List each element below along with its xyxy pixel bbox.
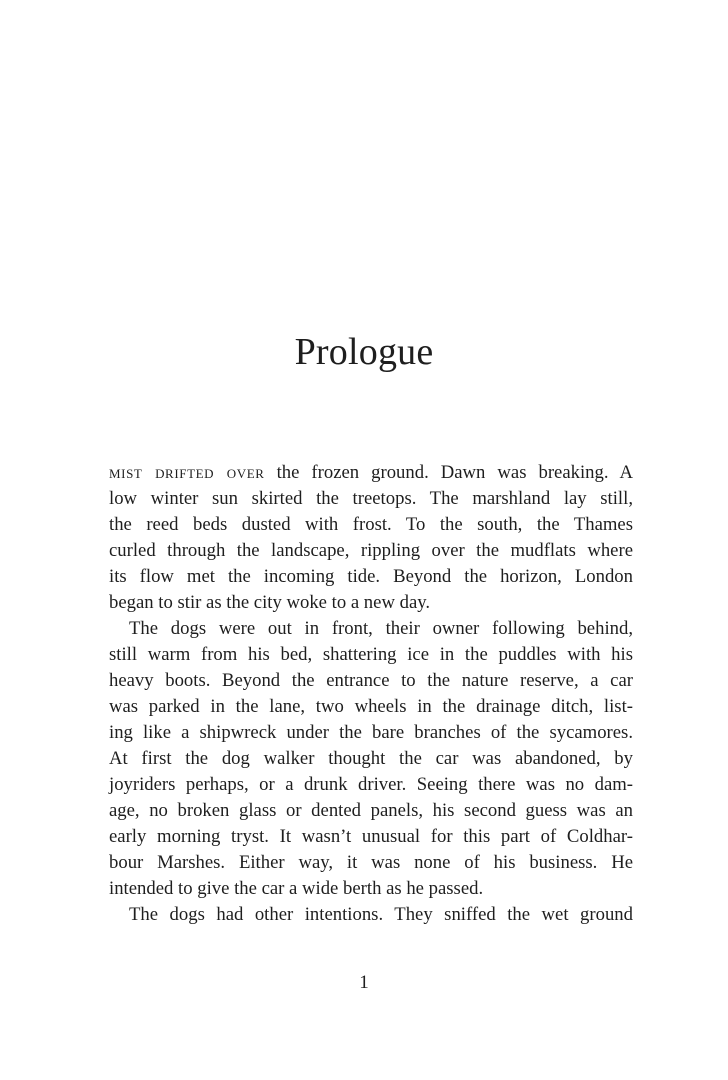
page-number: 1 <box>359 972 369 993</box>
chapter-title: Prologue <box>294 331 434 373</box>
text-line: its flow met the incoming tide. Beyond the horizon, London <box>109 566 633 587</box>
text-line: At first the dog walker thought the car was abandoned, by <box>109 748 633 769</box>
text-line: intended to give the car a wide berth as he passed. <box>109 878 484 899</box>
text-line: bour Marshes. Either way, it was none of his business. He <box>109 852 633 873</box>
body-text <box>109 460 633 928</box>
text-line-rest: the frozen ground. Dawn was breaking. A <box>264 462 633 483</box>
paragraph-3 <box>109 902 633 928</box>
text-line: still warm from his bed, shattering ice in the puddles with his <box>109 644 633 665</box>
paragraph-1 <box>109 460 633 616</box>
text-line: the reed beds dusted with frost. To the south, the Thames <box>109 514 633 535</box>
opening-smallcaps: mist drifted over <box>109 462 265 483</box>
text-line: curled through the landscape, rippling over the mudflats where <box>109 540 633 561</box>
text-line: joyriders perhaps, or a drunk driver. Seeing there was no dam- <box>109 774 633 795</box>
text-line: was parked in the lane, two wheels in the drainage ditch, list- <box>109 696 633 717</box>
paragraph-2 <box>109 616 633 902</box>
text-line: low winter sun skirted the treetops. The marshland lay still, <box>109 488 633 509</box>
text-line: early morning tryst. It wasn’t unusual for this part of Coldhar- <box>109 826 633 847</box>
text-line: began to stir as the city woke to a new day. <box>109 592 431 613</box>
text-line: heavy boots. Beyond the entrance to the nature reserve, a car <box>109 670 633 691</box>
text-line: The dogs had other intentions. They sniffed the wet ground <box>129 904 633 925</box>
text-line: The dogs were out in front, their owner following behind, <box>129 618 633 639</box>
text-line: ing like a shipwreck under the bare branches of the sycamores. <box>109 722 633 743</box>
text-line <box>109 460 633 486</box>
text-line: age, no broken glass or dented panels, his second guess was an <box>109 800 633 821</box>
